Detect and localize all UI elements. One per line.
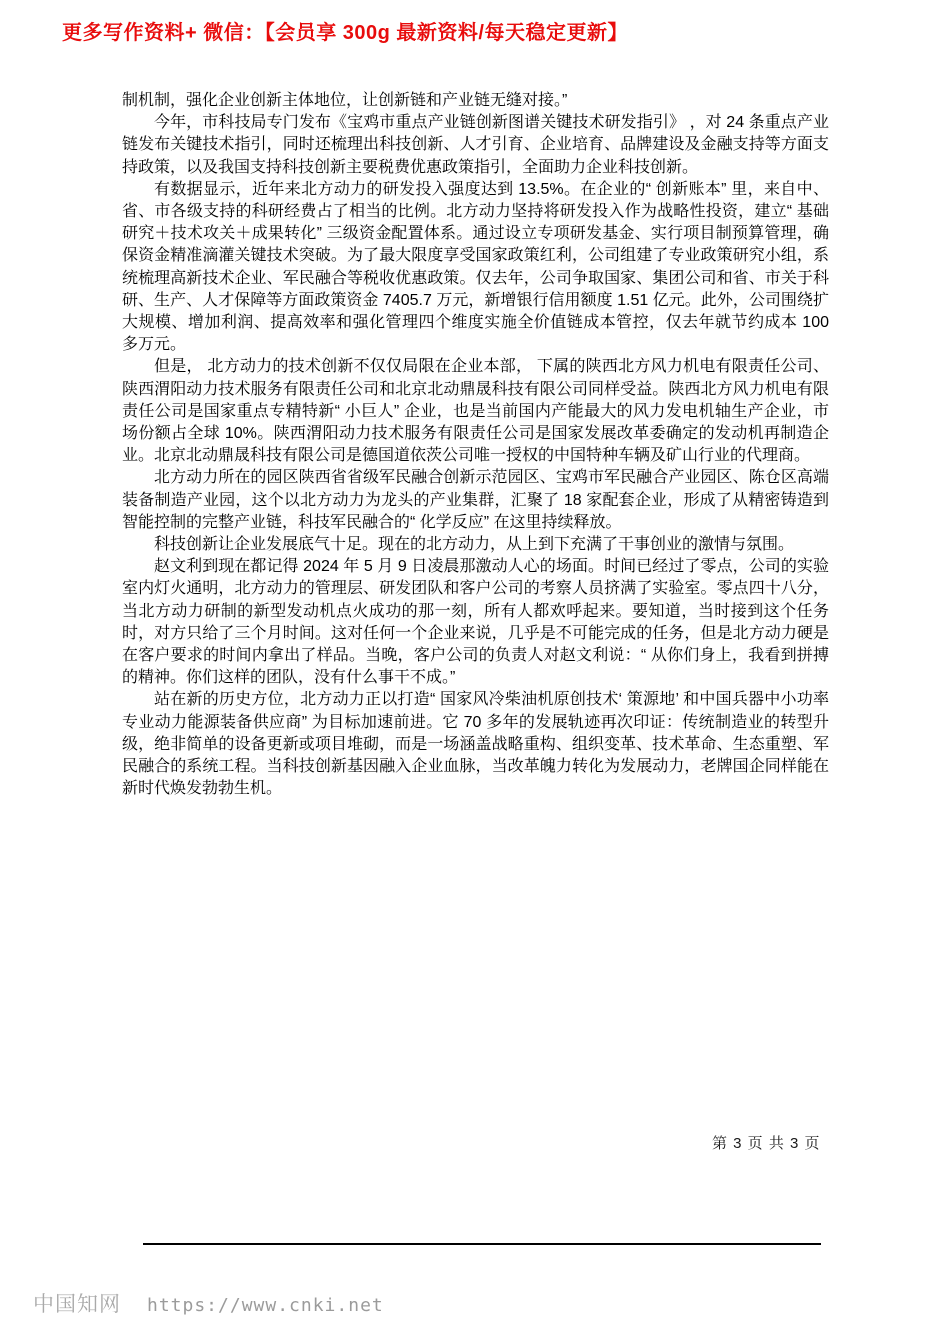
article-paragraph: 北方动力所在的园区陕西省省级军民融合创新示范园区、宝鸡市军民融合产业园区、陈仓区高端装备制造产业园，这个以北方动力为龙头的产业集群，汇聚了 18 家配套企业，形成了从精密铸造到智能控制的完整产业链，科技军民融合的“ 化学反应” 在这里持续释放。 <box>122 469 829 531</box>
article-paragraph: 有数据显示，近年来北方动力的研发投入强度达到 13.5%。在企业的“ 创新账本” 里，来自中、省、市各级支持的科研经费占了相当的比例。北方动力坚持将研发投入作为战略性投资，建立“ 基础研究＋技术攻关＋成果转化” 三级资金配置体系。通过设立专项研发基金、实行项目制预算管理，确保资金精准滴灌关键技术突破。为了最大限度享受国家政策红利，公司组建了专业政策研究小组，系统梳理高新技术企业、军民融合等税收优惠政策。仅去年，公司争取国家、集团公司和省、市关于科研、生产、人才保障等方面政策资金 7405.7 万元，新增银行信用额度 1.51 亿元。此外，公司围绕扩大规模、增加利润、提高效率和强化管理四个维度实施全价值链成本管控，仅去年就节约成本 100 多万元。 <box>122 180 829 354</box>
article-body <box>122 90 829 801</box>
article-paragraph: 赵文利到现在都记得 2024 年 5 月 9 日凌晨那激动人心的场面。时间已经过了零点，公司的实验室内灯火通明，北方动力的管理层、研发团队和客户公司的考察人员挤满了实验室。零点四十八分，当北方动力研制的新型发动机点火成功的那一刻，所有人都欢呼起来。要知道，当时接到这个任务时，对方只给了三个月时间。这对任何一个企业来说，几乎是不可能完成的任务，但是北方动力硬是在客户要求的时间内拿出了样品。当晚，客户公司的负责人对赵文利说：“ 从你们身上，我看到拼搏的精神。你们这样的团队，没有什么事干不成。” <box>122 558 829 687</box>
promo-banner-text: 更多写作资料+ 微信：【会员享 300g 最新资料/每天稳定更新】 <box>62 22 628 44</box>
article-paragraph: 今年，市科技局专门发布《宝鸡市重点产业链创新图谱关键技术研发指引》 ，对 24 条重点产业链发布关键技术指引，同时还梳理出科技创新、人才引育、企业培育、品牌建设及金融支持等方面支持政策，以及我国支持科技创新主要税费优惠政策指引，全面助力企业科技创新。 <box>122 114 829 176</box>
page-indicator: 第 3 页 共 3 页 <box>712 1135 821 1152</box>
cnki-watermark <box>33 1288 384 1318</box>
article-paragraph: 站在新的历史方位，北方动力正以打造“ 国家风冷柴油机原创技术‘ 策源地’ 和中国兵器中小功率专业动力能源装备供应商” 为目标加速前进。它 70 多年的发展轨迹再次印证：传统制造业的转型升级，绝非简单的设备更新或项目堆砌，而是一场涵盖战略重构、组织变革、技术革命、生态重塑、军民融合的系统工程。当科技创新基因融入企业血脉，当改革魄力转化为发展动力，老牌国企同样能在新时代焕发勃勃生机。 <box>122 691 829 798</box>
article-paragraph: 但是， 北方动力的技术创新不仅仅局限在企业本部， 下属的陕西北方风力机电有限责任公司、陕西渭阳动力技术服务有限责任公司和北京北动鼎晟科技有限公司同样受益。陕西北方风力机电有限责任公司是国家重点专精特新“ 小巨人” 企业，也是当前国内产能最大的风力发电机轴生产企业，市场份额占全球 10%。陕西渭阳动力技术服务有限责任公司是国家发展改革委确定的发动机再制造企业。北京北动鼎晟科技有限公司是德国道依茨公司唯一授权的中国特种车辆及矿山行业的代理商。 <box>122 358 829 465</box>
article-paragraph: 制机制，强化企业创新主体地位，让创新链和产业链无缝对接。” <box>122 92 568 109</box>
cnki-site-name: 中国知网 <box>33 1293 121 1316</box>
cnki-url: https://www.cnki.net <box>147 1295 384 1316</box>
footer-divider-line <box>143 1243 821 1245</box>
article-paragraph: 科技创新让企业发展底气十足。现在的北方动力，从上到下充满了干事创业的激情与氛围。 <box>154 536 795 554</box>
